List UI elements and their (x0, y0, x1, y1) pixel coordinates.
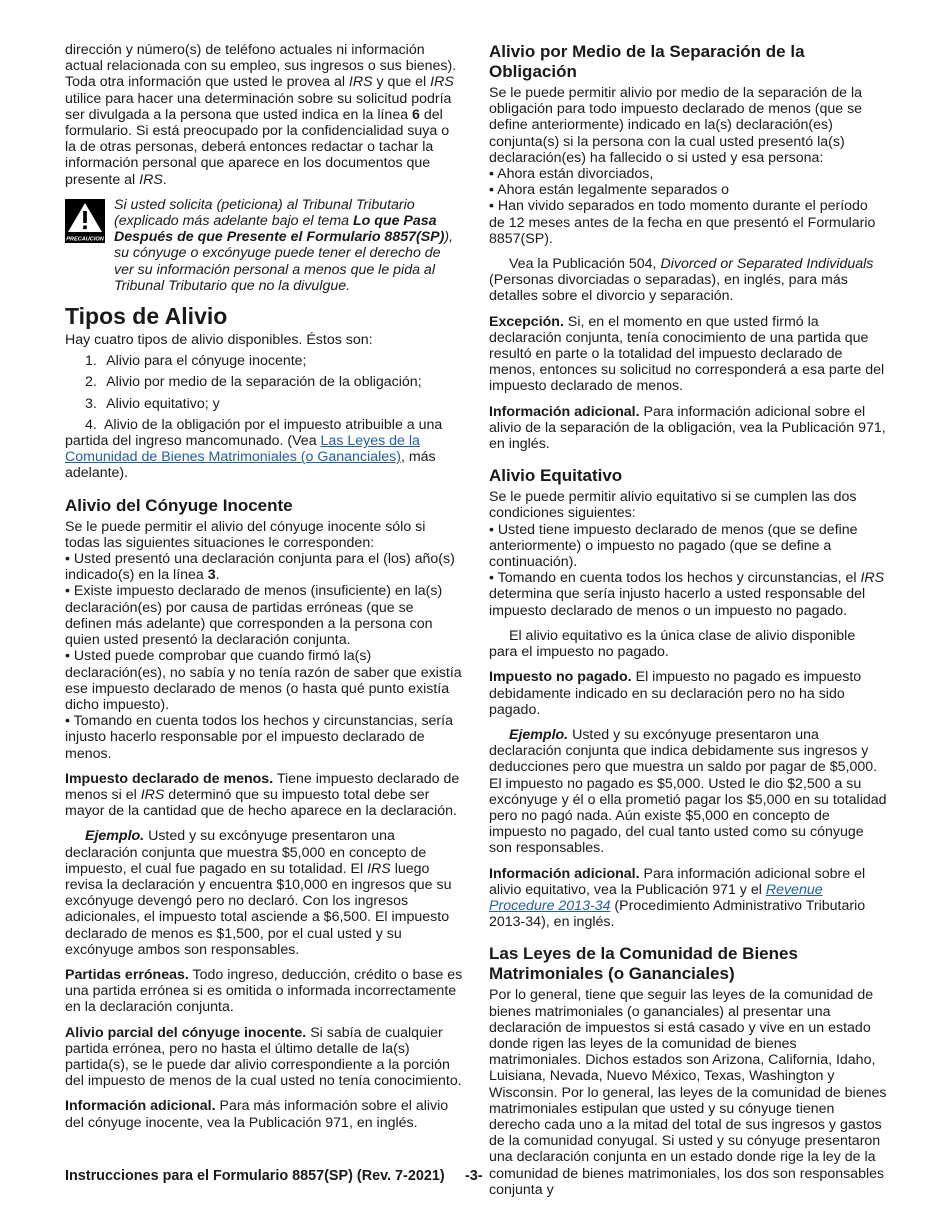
heading-alivio-equitativo: Alivio Equitativo (489, 466, 623, 486)
list-item: 4. Alivio de la obligación por el impuesto atribuible a una partida del ingreso mancomunado. (Vea Las Leyes de la Comunidad de Bienes Matrimoniales (o Gananciales), más adelante). (65, 416, 443, 482)
tipos-list (65, 353, 463, 481)
right-column (489, 42, 887, 1207)
inocente-bullets (65, 551, 463, 762)
bullet-item: • Ahora están legalmente separados o (489, 182, 730, 199)
bullet-item: • Usted tiene impuesto declarado de menos (que se define anteriormente) o impuesto no pagado (que se define a continuación). (489, 521, 858, 571)
unica-clase: El alivio equitativo es la única clase de alivio disponible para el impuesto no pagado. (489, 627, 856, 661)
intro-paragraph: dirección y número(s) de teléfono actuales ni información actual relacionada con su empleo, sus ingresos o sus bienes). Toda otra información que usted le provea al IRS y que el IRS utilice para hacer una determinación sobre su solicitud podría ser divulgada a la persona que usted indica en la línea 6 del formulario. Si está preocupado por la confidencialidad suya o la de otras personas, deberá entonces redactar o tachar la información personal que aparece en los documentos que presente al IRS. (65, 42, 457, 188)
heading-comunidad-bienes: Las Leyes de la Comunidad de Bienes Matrimoniales (o Gananciales) (489, 944, 798, 984)
bullet-item: • Tomando en cuenta todos los hechos y circunstancias, sería injusto hacerlo responsable por el impuesto declarado de menos. (65, 713, 453, 762)
ejemplo-inocente: Ejemplo. Usted y su excónyuge presentaron una declaración conjunta que muestra $5,000 en concepto de impuesto, el cual fue pagado en su totalidad. El IRS luego revisa la declaración y encuentra $10,000 en ingresos que su excónyuge devengó pero no declaró. Con los ingresos adicionales, el impuesto total asciende a $6,500. El impuesto declarado de menos es $1,500, por el cual usted y su excónyuge ambos son responsables. (65, 828, 452, 958)
partidas-erroneas: Partidas erróneas. Todo ingreso, deducción, crédito o base es una partida errónea si es omitida o informada incorrectamente en la declaración conjunta. (65, 966, 463, 1016)
revenue-procedure-link[interactable]: Revenue Procedure 2013-34 (489, 881, 823, 914)
bullet-item: • Usted presentó una declaración conjunta para el (los) año(s) indicado(s) en la línea 3. (65, 551, 455, 584)
heading-tipos-de-alivio: Tipos de Alivio (65, 303, 228, 330)
inocente-intro: Se le puede permitir el alivio del cónyuge inocente sólo si todas las siguientes situaciones le corresponden: (65, 518, 426, 551)
vea-publicacion-504: Vea la Publicación 504, Divorced or Separated Individuals (Personas divorciadas o separadas), en inglés, para más detalles sobre el divorcio y separación. (489, 256, 874, 305)
page-number: -3- (465, 1168, 483, 1184)
bullet-item: • Usted puede comprobar que cuando firmó la(s) declaración(es), no sabía y no tenía razón de saber que existía ese impuesto declarado de menos (o hasta qué punto existía dicho impuesto). (65, 648, 462, 713)
heading-alivio-conyuge-inocente: Alivio del Cónyuge Inocente (65, 495, 293, 515)
impuesto-no-pagado: Impuesto no pagado. El impuesto no pagado es impuesto debidamente indicado en su declaración pero no ha sido pagado. (489, 669, 862, 718)
caution-text: Si usted solicita (peticiona) al Tribunal Tributario (explicado más adelante bajo el tema (114, 196, 415, 230)
alivio-parcial: Alivio parcial del cónyuge inocente. Si sabía de cualquier partida errónea, pero no hasta el último detalle de la(s) partida(s), se le puede dar alivio correspondiente a la porción del impuesto de menos de la cual usted no tenía conocimiento. (65, 1024, 462, 1090)
ejemplo-equitativo: Ejemplo. Usted y su excónyuge presentaron una declaración conjunta que indica debidamente sus ingresos y deducciones pero que muestra un saldo por pagar de $5,000. El impuesto no pagado es $5,000. Usted le dio $2,500 a su excónyuge y él o ella prometió pagar los $5,000 en su totalidad pero no pagó nada. Aún existe $5,000 en concepto de impuesto no pagado, del cual tanto usted como su cónyuge son responsables. (489, 726, 887, 857)
informacion-adicional-separacion: Información adicional. Para información adicional sobre el alivio de la separación de la obligación, vea la Publicación 971, en inglés. (489, 403, 886, 453)
tipos-intro: Hay cuatro tipos de alivio disponibles. Éstos son: (65, 332, 373, 349)
equitativo-bullets (489, 522, 887, 619)
caution-note: PRECAUCION Si usted solicita (peticiona) al Tribunal Tributario (explicado más adelante bajo el tema Lo que Pasa Después de que Presente el Formulario 8857(SP)), su cónyuge o excónyuge puede tener el derecho de ver su información personal a menos que le pida al Tribunal Tributario que no la divulgue. (66, 196, 454, 294)
heading-separacion-obligacion: Alivio por Medio de la Separación de la Obligación (489, 42, 805, 81)
community-property-link[interactable]: Las Leyes de la Comunidad de Bienes Matrimoniales (o Gananciales) (65, 433, 420, 466)
informacion-adicional-equitativo: Información adicional. Para información adicional sobre el alivio equitativo, vea la Publicación 971 y el Revenue Procedure 2013-34 (Procedimiento Administrativo Tributario 2013-34), en inglés. (489, 865, 866, 931)
impuesto-declarado-de-menos: Impuesto declarado de menos. Tiene impuesto declarado de menos si el IRS determinó que su impuesto total debe ser mayor de la cantidad que de hecho aparece en la declaración. (65, 770, 460, 820)
bullet-item: • Han vivido separados en todo momento durante el período de 12 meses antes de la fecha en que presentó el Formulario 8857(SP). (489, 198, 876, 247)
caution-bold-ref: Lo que Pasa Después de que Presente el Formulario 8857(SP) (114, 213, 445, 246)
comunidad-body: Por lo general, tiene que seguir las leyes de la comunidad de bienes matrimoniales (o gananciales) al presentar una declaración de impuestos si está casado y vive en un estado donde rigen las leyes de la comunidad de bienes matrimoniales. Dichos estados son Arizona, California, Idaho, Luisiana, Nevada, Nuevo México, Texas, Washington y Wisconsin. Por lo general, las leyes de la comunidad de bienes matrimoniales estipulan que usted y su cónyuge tienen derecho cada uno a la mitad del total de sus ingresos y gastos de la comunidad conyugal. Si usted y su cónyuge presentaron una declaración conjunta en un estado donde rige la ley de la comunidad de bienes matrimoniales, los dos son responsables conjunta y (489, 987, 887, 1198)
caution-icon (65, 199, 105, 243)
separacion-bullets (489, 166, 887, 247)
bullet-item: • Tomando en cuenta todos los hechos y circunstancias, el IRS determina que sería injusto hacerlo a usted responsable del impuesto declarado de menos o un impuesto no pagado. (489, 570, 885, 619)
list-item: 3. Alivio equitativo; y (85, 395, 220, 412)
list-item: 1. Alivio para el cónyuge inocente; (85, 353, 307, 370)
informacion-adicional-inocente: Información adicional. Para más información sobre el alivio del cónyuge inocente, vea la Publicación 971, en inglés. (65, 1098, 449, 1131)
separacion-intro: Se le puede permitir alivio por medio de la separación de la obligación para todo impuesto declarado de menos (que se define anteriormente) indicado en la(s) declaración(es) conjunta(s) si la persona con la cual usted presentó la(s) declaración(es) ha fallecido o si usted y esa persona: (489, 85, 863, 166)
footer-title: Instrucciones para el Formulario 8857(SP) (Rev. 7-2021) (65, 1168, 445, 1184)
bullet-item: • Ahora están divorciados, (489, 166, 654, 183)
bullet-item: • Existe impuesto declarado de menos (insuficiente) en la(s) declaración(es) por causa de partidas erróneas (que se definen más adelante) que corresponden a la persona con quien usted presentó la declaración conjunta. (65, 583, 443, 649)
page-footer (65, 1168, 887, 1184)
caution-icon-label: PRECAUCION (66, 236, 104, 243)
equitativo-intro: Se le puede permitir alivio equitativo si se cumplen las dos condiciones siguientes: (489, 489, 857, 522)
list-item: 2. Alivio por medio de la separación de la obligación; (85, 374, 422, 391)
left-column (65, 42, 463, 1140)
excepcion: Excepción. Si, en el momento en que usted firmó la declaración conjunta, tenía conocimiento de una partida que resultó en parte o la totalidad del impuesto declarado de menos, entonces su solicitud no corresponderá a esa parte del impuesto declarado de menos. (489, 313, 885, 395)
